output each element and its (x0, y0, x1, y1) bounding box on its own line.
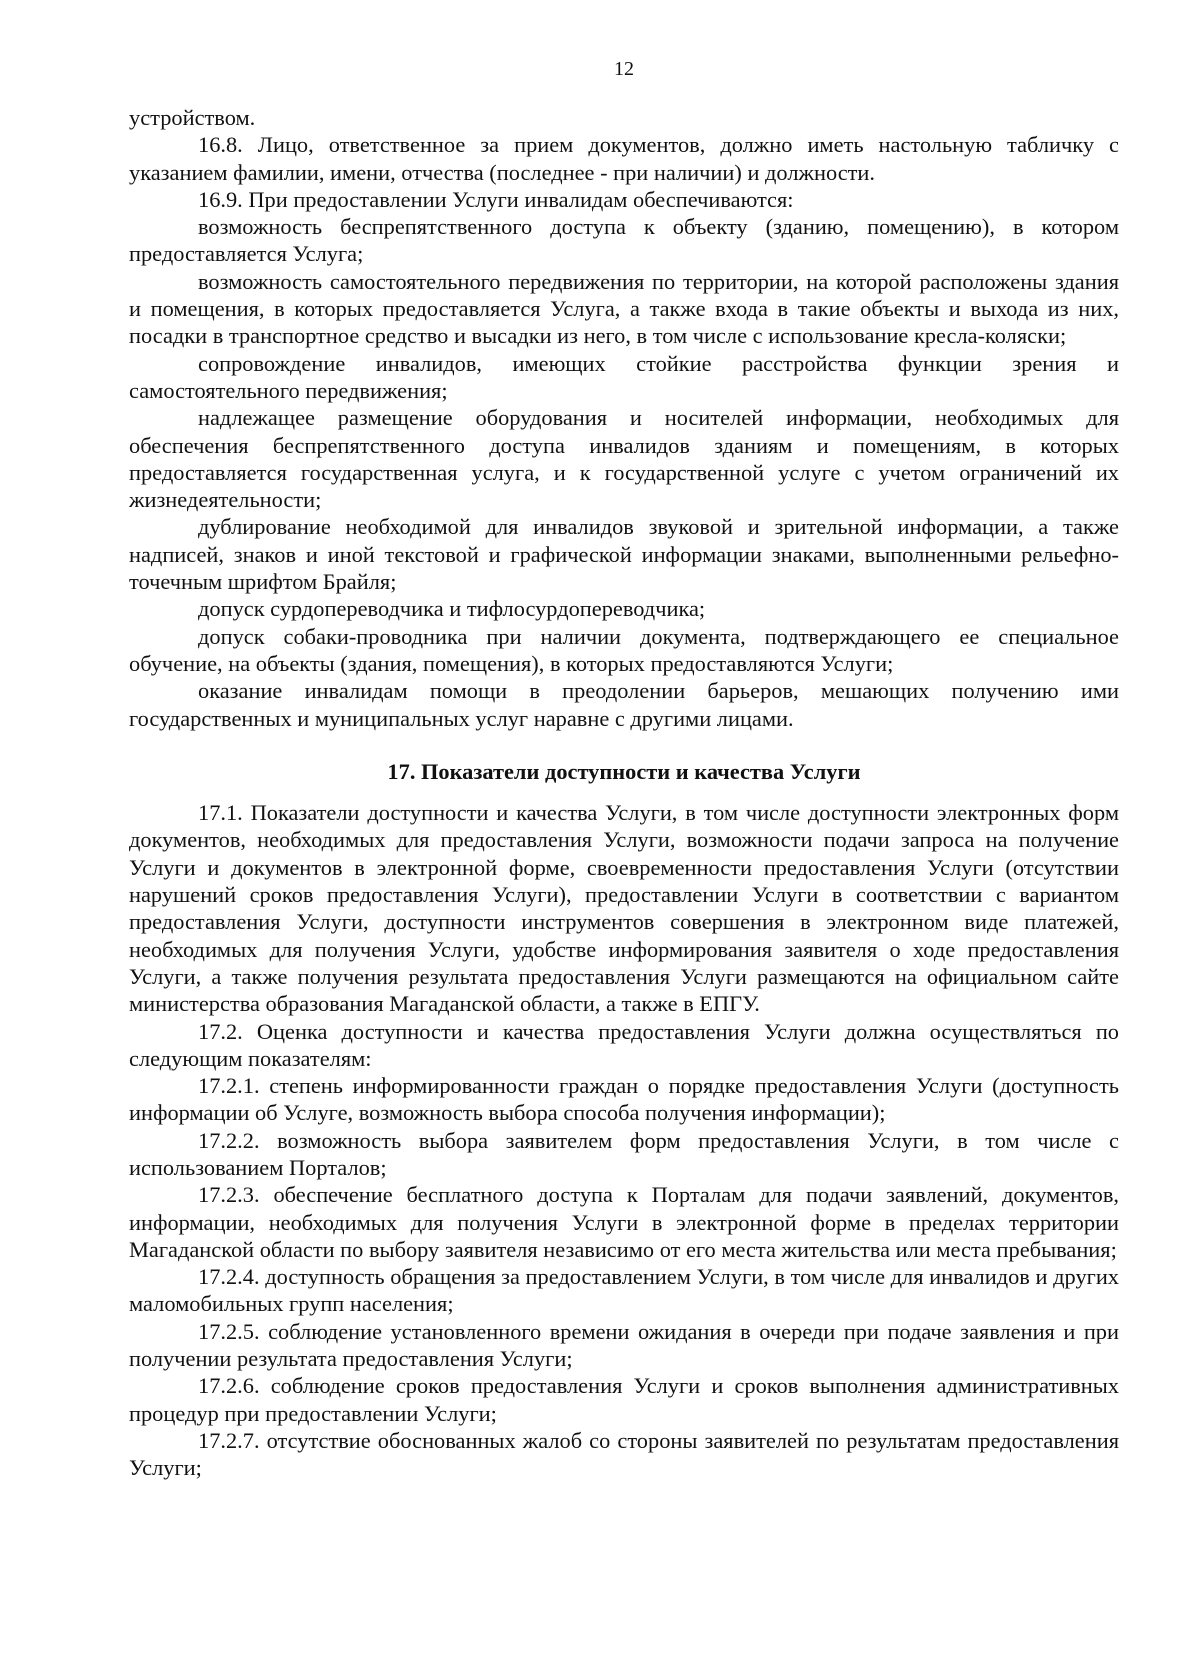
paragraph: 17.2.5. соблюдение установленного времени ожидания в очереди при подаче заявления и при получении результата предоставления Услуги; (129, 1318, 1119, 1372)
paragraph: 17.2.3. обеспечение бесплатного доступа к Порталам для подачи заявлений, документов, информации, необходимых для получения Услуги в электронной форме в пределах территории Магаданской области по выбору заявителя независимо от его места жительства или места пребывания; (129, 1182, 1119, 1262)
paragraph: допуск сурдопереводчика и тифлосурдопереводчика; (198, 596, 706, 622)
paragraph: 17.2.4. доступность обращения за предоставлением Услуги, в том числе для инвалидов и других маломобильных групп населения; (129, 1264, 1119, 1317)
section-heading: 17. Показатели доступности и качества Услуги (387, 758, 861, 784)
paragraph: 17.2.1. степень информированности граждан о порядке предоставления Услуги (доступность информации об Услуге, возможность выбора способа получения информации); (129, 1073, 1119, 1126)
paragraph: дублирование необходимой для инвалидов звуковой и зрительной информации, а также надписей, знаков и иной текстовой и графической информации знаками, выполненными рельефно-точечным шрифтом Брайля; (129, 514, 1119, 595)
paragraph: сопровождение инвалидов, имеющих стойкие расстройства функции зрения и самостоятельного передвижения; (129, 350, 1119, 403)
paragraph: 16.8. Лицо, ответственное за прием документов, должно иметь настольную табличку с указанием фамилии, имени, отчества (последнее - при наличии) и должности. (129, 132, 1119, 185)
paragraph: надлежащее размещение оборудования и носителей информации, необходимых для обеспечения беспрепятственного доступа инвалидов зданиям и помещениям, в которых предоставляется государственная услуга, и к государственной услуге с учетом ограничений их жизнедеятельности; (129, 405, 1119, 513)
page-number: 12 (614, 58, 634, 80)
paragraph: возможность беспрепятственного доступа к объекту (зданию, помещению), в котором предоставляется Услуга; (129, 214, 1119, 267)
paragraph: оказание инвалидам помощи в преодолении барьеров, мешающих получению ими государственных и муниципальных услуг наравне с другими лицами. (129, 678, 1119, 731)
paragraph: 17.2.6. соблюдение сроков предоставления Услуги и сроков выполнения административных процедур при предоставлении Услуги; (129, 1373, 1119, 1426)
paragraph: устройством. (129, 105, 256, 130)
paragraph: 17.2.7. отсутствие обоснованных жалоб со стороны заявителей по результатам предоставления Услуги; (129, 1427, 1119, 1481)
paragraph: допуск собаки-проводника при наличии документа, подтверждающего ее специальное обучение, на объекты (здания, помещения), в которых предоставляются Услуги; (129, 623, 1119, 676)
paragraphs-after-heading (129, 799, 1119, 1481)
paragraph: 17.2.2. возможность выбора заявителем форм предоставления Услуги, в том числе с использованием Порталов; (129, 1127, 1119, 1180)
paragraph: 17.1. Показатели доступности и качества Услуги, в том числе доступности электронных форм документов, необходимых для предоставления Услуги, возможности подачи запроса на получение Услуги и документов в электронной форме, своевременности предоставления Услуги (отсутствии нарушений сроков предоставления Услуги), предоставлении Услуги в соответствии с вариантом предоставления Услуги, доступности инструментов совершения в электронном виде платежей, необходимых для получения Услуги, удобстве информирования заявителя о ходе предоставления Услуги, а также получения результата предоставления Услуги размещаются на официальном сайте министерства образования Магаданской области, а также в ЕПГУ. (129, 800, 1119, 1017)
paragraph: 16.9. При предоставлении Услуги инвалидам обеспечиваются: (198, 186, 794, 212)
paragraphs-before-heading (129, 104, 1119, 732)
paragraph: 17.2. Оценка доступности и качества предоставления Услуги должна осуществляться по следующим показателям: (129, 1018, 1119, 1071)
paragraph: возможность самостоятельного передвижения по территории, на которой расположены здания и помещения, в которых предоставляется Услуга, а также входа в такие объекты и выхода из них, посадки в транспортное средство и высадки из него, в том числе с использование кресла-коляски; (129, 268, 1119, 349)
document-page (129, 56, 1119, 1482)
